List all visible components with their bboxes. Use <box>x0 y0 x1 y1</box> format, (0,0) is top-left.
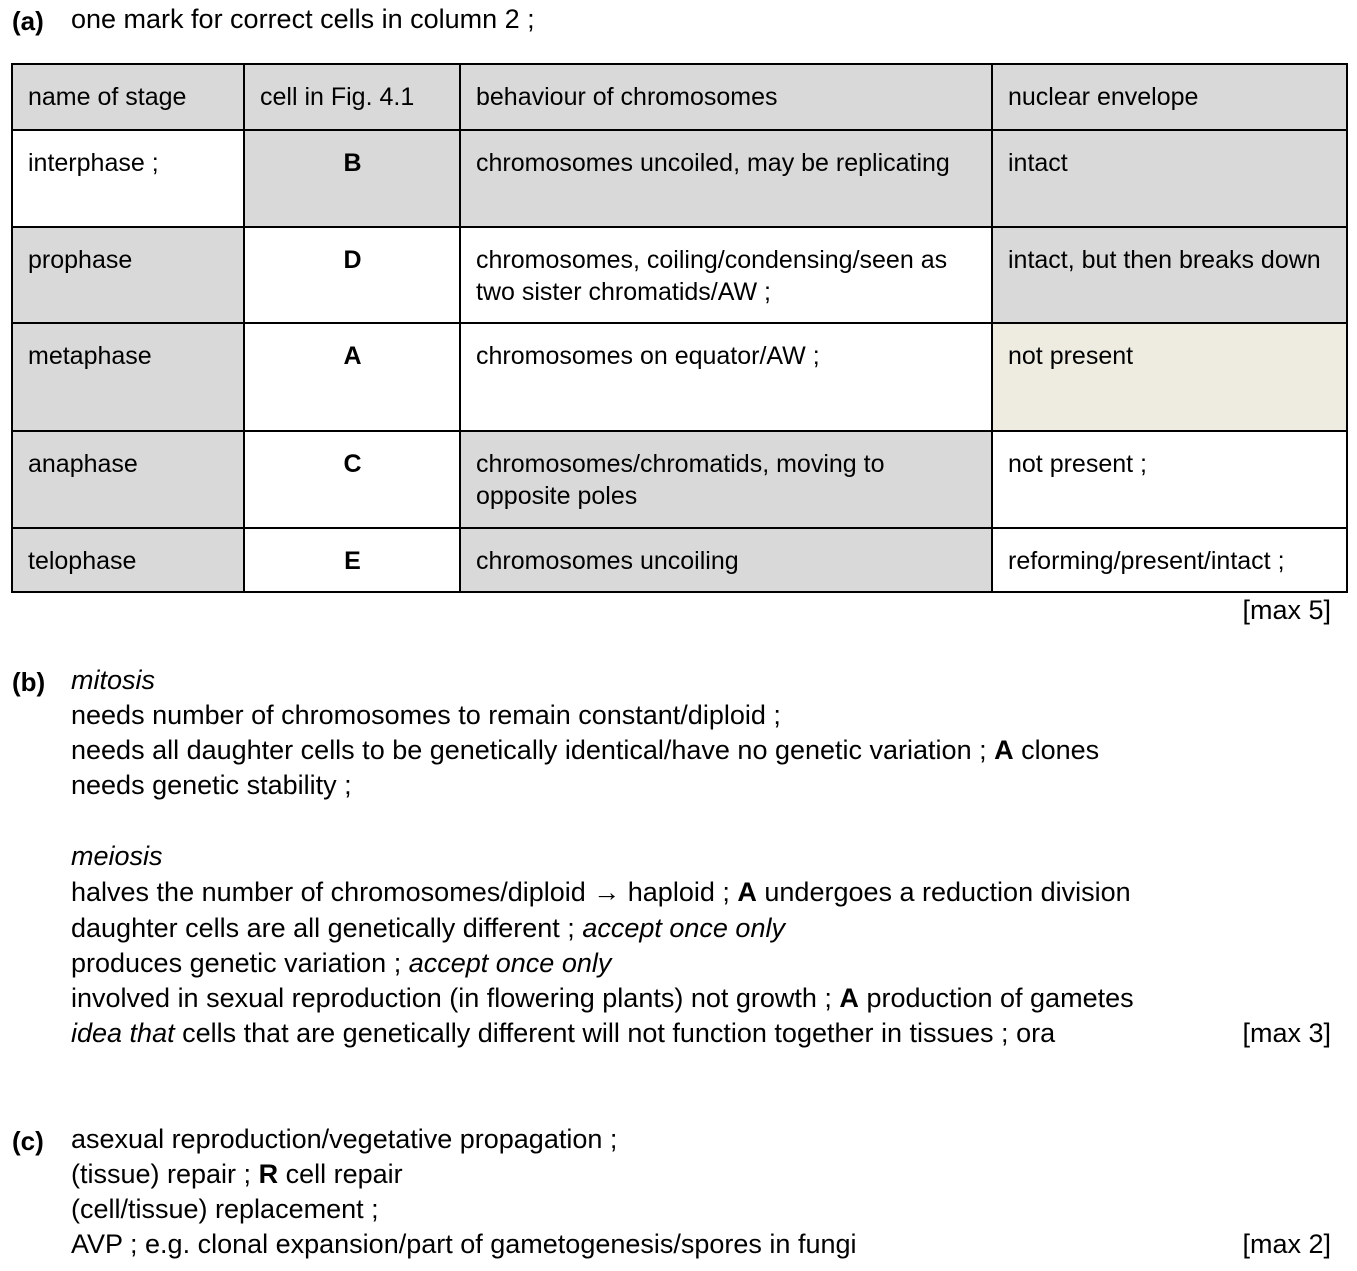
envelope-cell: intact, but then breaks down <box>992 227 1347 323</box>
header-stage: name of stage <box>12 64 244 130</box>
meiosis-point-4: involved in sexual reproduction (in flowering plants) not growth ; A production of gametes <box>71 983 1134 1013</box>
behaviour-cell: chromosomes uncoiling <box>460 528 992 592</box>
reject-marker: R <box>258 1159 279 1189</box>
stage-cell: anaphase <box>12 431 244 528</box>
accept-marker: A <box>994 735 1014 765</box>
accept-marker: A <box>737 877 757 907</box>
meiosis-point-2: daughter cells are all genetically different ; accept once only <box>71 913 785 943</box>
mitosis-point-1: needs number of chromosomes to remain constant/diploid ; <box>71 700 781 730</box>
part-a-max: [max 5] <box>1242 595 1331 625</box>
header-envelope: nuclear envelope <box>992 64 1347 130</box>
stage-cell: telophase <box>12 528 244 592</box>
cell-letter: E <box>244 528 460 592</box>
table-row <box>12 130 1347 227</box>
header-behaviour: behaviour of chromosomes <box>460 64 992 130</box>
table-row <box>12 431 1347 528</box>
part-b-label: (b) <box>12 667 46 697</box>
part-c-label: (c) <box>12 1126 44 1156</box>
envelope-cell: not present <box>992 323 1347 431</box>
part-c-point-3: (cell/tissue) replacement ; <box>71 1194 379 1224</box>
cell-letter: A <box>244 323 460 431</box>
part-c-max: [max 2] <box>1242 1229 1331 1259</box>
stage-cell: interphase ; <box>12 130 244 227</box>
part-b-max: [max 3] <box>1242 1018 1331 1048</box>
envelope-cell: reforming/present/intact ; <box>992 528 1347 592</box>
table-row <box>12 528 1347 592</box>
cell-letter: D <box>244 227 460 323</box>
behaviour-cell: chromosomes uncoiled, may be replicating <box>460 130 992 227</box>
mitosis-point-3: needs genetic stability ; <box>71 770 352 800</box>
table-row <box>12 323 1347 431</box>
part-c-point-4: AVP ; e.g. clonal expansion/part of gametogenesis/spores in fungi <box>71 1229 857 1259</box>
meiosis-heading: meiosis <box>71 841 163 871</box>
envelope-cell: not present ; <box>992 431 1347 528</box>
stage-cell: metaphase <box>12 323 244 431</box>
meiosis-point-3: produces genetic variation ; accept once only <box>71 948 612 978</box>
header-cell: cell in Fig. 4.1 <box>244 64 460 130</box>
mitosis-heading: mitosis <box>71 665 156 695</box>
behaviour-cell: chromosomes, coiling/condensing/seen as two sister chromatids/AW ; <box>460 227 992 323</box>
table-header-row <box>12 64 1347 130</box>
accept-marker: A <box>839 983 859 1013</box>
stage-cell: prophase <box>12 227 244 323</box>
envelope-cell: intact <box>992 130 1347 227</box>
part-a-label: (a) <box>12 6 44 36</box>
stages-table <box>11 63 1348 593</box>
part-c-point-2: (tissue) repair ; R cell repair <box>71 1159 403 1189</box>
meiosis-point-1: halves the number of chromosomes/diploid → haploid ; A undergoes a reduction division <box>71 877 1131 907</box>
behaviour-cell: chromosomes/chromatids, moving to opposite poles <box>460 431 992 528</box>
cell-letter: C <box>244 431 460 528</box>
behaviour-cell: chromosomes on equator/AW ; <box>460 323 992 431</box>
part-c-point-1: asexual reproduction/vegetative propagation ; <box>71 1124 618 1154</box>
mitosis-point-2: needs all daughter cells to be genetically identical/have no genetic variation ; A clones <box>71 735 1100 765</box>
table-row <box>12 227 1347 323</box>
meiosis-point-5: idea that cells that are genetically different will not function together in tissues ; ora <box>71 1018 1056 1048</box>
part-a-intro: one mark for correct cells in column 2 ; <box>71 4 535 34</box>
cell-letter: B <box>244 130 460 227</box>
